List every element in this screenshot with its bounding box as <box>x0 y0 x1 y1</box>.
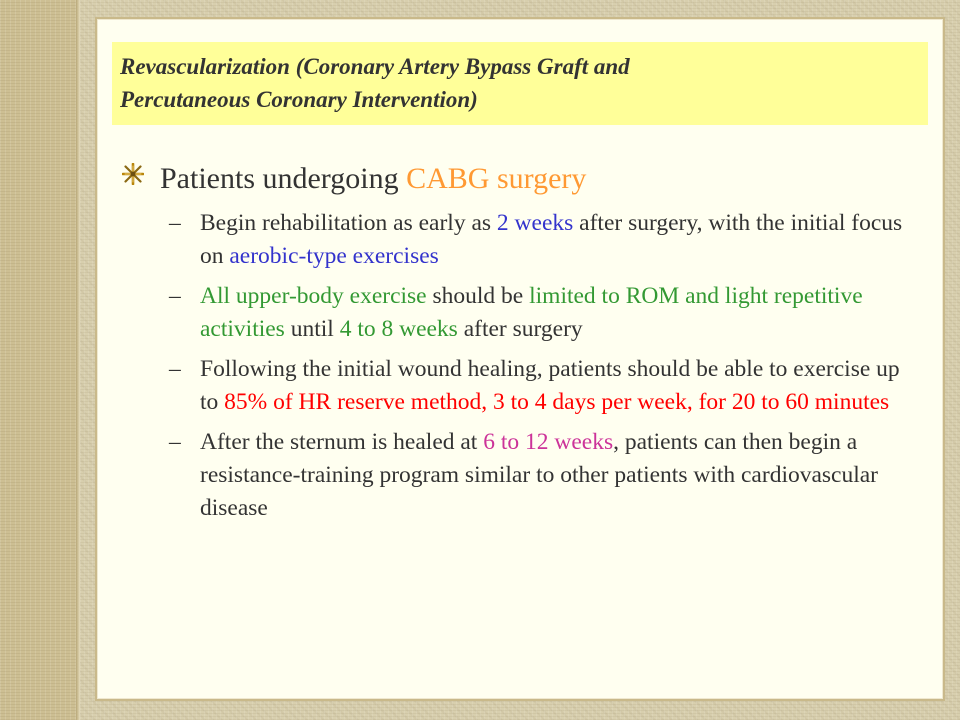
dash-bullet: – <box>169 210 181 236</box>
four-to-eight-weeks-highlight: 4 to 8 weeks <box>339 316 458 342</box>
sub-text: should be <box>426 283 530 309</box>
sub-text: Begin rehabilitation as early as <box>200 210 497 236</box>
sub-text: After the sternum is healed at <box>200 429 484 455</box>
left-texture-strip <box>0 0 78 720</box>
six-to-twelve-weeks-highlight: 6 to 12 weeks <box>483 429 614 455</box>
sub-text: until <box>284 316 340 342</box>
sub-item-rehab-start <box>112 207 912 273</box>
dash-bullet: – <box>169 429 181 455</box>
sub-item-sternum <box>112 426 912 525</box>
aerobic-exercise-highlight: aerobic-type exercises <box>229 243 439 269</box>
bullet-lead-text: Patients undergoing <box>160 162 407 195</box>
cabg-surgery-highlight: CABG surgery <box>406 162 587 195</box>
upper-body-highlight: All upper-body exercise <box>200 283 427 309</box>
bullet-text <box>160 162 586 195</box>
slide-title <box>120 50 920 116</box>
hr-reserve-highlight: 85% of HR reserve method, 3 to 4 days per week, for 20 to 60 minutes <box>224 389 890 415</box>
title-line-2: Percutaneous Coronary Intervention) <box>120 87 478 112</box>
sub-text: after surgery, with the initial focus on <box>200 210 903 269</box>
dash-bullet: – <box>169 356 181 382</box>
sub-item-upper-body <box>112 280 912 346</box>
title-box <box>112 42 928 125</box>
sub-item-wound-healing <box>112 353 912 419</box>
left-strip-edge <box>76 0 80 720</box>
rom-highlight: limited to ROM and light repetitive activities <box>200 283 863 342</box>
bullet-cabg <box>112 153 912 205</box>
sub-text: , patients can then begin a resistance-training program similar to other patients with cardiovascular disease <box>200 429 879 521</box>
two-weeks-highlight: 2 weeks <box>496 210 574 236</box>
sub-text: Following the initial wound healing, patients should be able to exercise up to <box>200 356 900 415</box>
slide-content <box>112 153 912 525</box>
title-line-1: Revascularization (Coronary Artery Bypass Graft and <box>120 54 630 79</box>
dash-bullet: – <box>169 283 181 309</box>
asterisk-star-icon <box>122 163 144 185</box>
sub-text: after surgery <box>457 316 583 342</box>
